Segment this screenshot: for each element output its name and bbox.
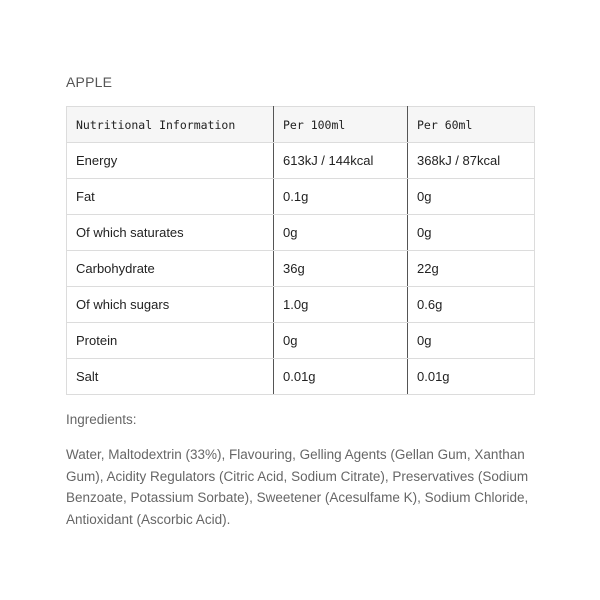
nutrient-name: Protein [67,323,274,359]
value-per-100ml: 0.01g [274,359,408,395]
nutrient-name: Energy [67,143,274,179]
table-row [67,215,535,251]
value-per-100ml: 0.1g [274,179,408,215]
nutrition-table [66,106,535,395]
header-per-100ml: Per 100ml [274,107,408,143]
table-row [67,359,535,395]
nutrient-name: Carbohydrate [67,251,274,287]
ingredients-text: Water, Maltodextrin (33%), Flavouring, Gelling Agents (Gellan Gum, Xanthan Gum), Acidity Regulators (Citric Acid, Sodium Citrate), Preservatives (Sodium Benzoate, Potassium Sorbate), Sweetener (Acesulfame K), Sodium Chloride, Antioxidant (Ascorbic Acid). [66,447,529,527]
header-per-60ml: Per 60ml [408,107,535,143]
value-per-60ml: 0.01g [408,359,535,395]
value-per-60ml: 368kJ / 87kcal [408,143,535,179]
nutrient-name: Salt [67,359,274,395]
nutrient-name: Of which saturates [67,215,274,251]
value-per-100ml: 36g [274,251,408,287]
value-per-60ml: 0.6g [408,287,535,323]
header-nutritional-information: Nutritional Information [67,107,274,143]
nutrient-name: Of which sugars [67,287,274,323]
value-per-100ml: 0g [274,215,408,251]
table-row [67,143,535,179]
table-header-row [67,107,535,143]
value-per-100ml: 613kJ / 144kcal [274,143,408,179]
value-per-60ml: 0g [408,323,535,359]
table-row [67,287,535,323]
value-per-100ml: 1.0g [274,287,408,323]
value-per-60ml: 0g [408,179,535,215]
table-row [67,251,535,287]
table-row [67,323,535,359]
value-per-60ml: 0g [408,215,535,251]
nutrient-name: Fat [67,179,274,215]
value-per-100ml: 0g [274,323,408,359]
value-per-60ml: 22g [408,251,535,287]
ingredients-heading: Ingredients: [66,412,137,427]
table-row [67,179,535,215]
product-name: APPLE [66,74,113,90]
